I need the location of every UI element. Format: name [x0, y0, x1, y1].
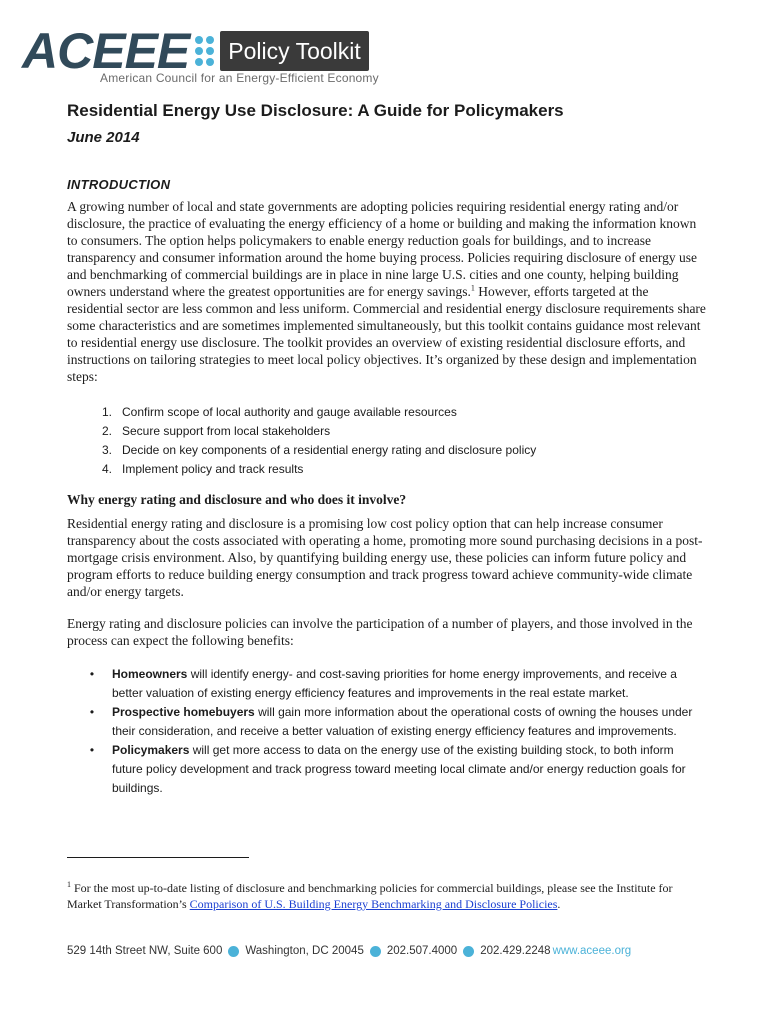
introduction-paragraph [67, 198, 707, 385]
logo-dots-icon [195, 36, 214, 66]
logo-wordmark: ACEEE [22, 23, 190, 79]
footer-phone: 202.507.4000 [386, 945, 458, 957]
benchmarking-comparison-link[interactable]: Comparison of U.S. Building Energy Benchmarking and Disclosure Policies [189, 897, 558, 911]
globe-icon [228, 946, 239, 957]
footer-city: Washington, DC 20045 [245, 945, 364, 957]
footer-website-link[interactable]: www.aceee.org [552, 945, 632, 957]
list-item: 3. Decide on key components of a residential energy rating and disclosure policy [101, 443, 537, 457]
policy-toolkit-label: Policy Toolkit [220, 31, 369, 71]
list-item: 1. Confirm scope of local authority and gauge available resources [101, 405, 457, 419]
footer-address: 529 14th Street NW, Suite 600 [67, 945, 223, 957]
bullet-icon: • [89, 667, 95, 681]
intro-text-part1: A growing number of local and state governments are adopting policies requiring residential energy rating and/or disclosure, the practice of evaluating the energy efficiency of a home or building and making the information known to consumers. The option helps policymakers to enable energy reduction goals for buildings, and to increase transparency and consumer information around the home buying process. Policies requiring disclosure of energy use and benchmarking of commercial buildings are in place in nine large U.S. cities and one county, helping building owners understand where the greatest opportunities are for energy savings. [67, 199, 697, 299]
intro-text-part2: However, efforts targeted at the residential sector are less common and less uniform. Commercial and residential energy disclosure requirements share some characteristics and are sometimes implemented simultaneously, but this toolkit contains guidance most relevant to residential energy use disclosure. The toolkit provides an overview of existing residential disclosure efforts, and instructions on tailoring strategies to meet local policy objectives. It’s organized by these design and implementation steps: [67, 284, 706, 384]
list-item: • Prospective homebuyers will gain more information about the operational costs of owning the houses under their consideration, and receive a better valuation of existing energy efficiency features and improvements. [67, 703, 707, 741]
benefits-list [67, 665, 707, 798]
bullet-icon: • [89, 743, 95, 757]
why-heading: Why energy rating and disclosure and who does it involve? [67, 492, 407, 507]
document-date: June 2014 [67, 129, 140, 146]
list-item: • Policymakers will get more access to data on the energy use of the existing building stock, to both inform future policy development and track progress toward meeting local climate and/or energy reduction goals for buildings. [67, 741, 707, 798]
footnote: $^1$ For the most up-to-date listing of disclosure and benchmarking policies for commercial buildings, please see the Institute for Market Transformation’s Comparison of U.S. Building Energy Benchmarking and Disclosure Policies. [67, 880, 673, 911]
footnote-ref[interactable]: 1 [470, 283, 475, 293]
footnote-mark: 1 [67, 880, 71, 889]
page-footer [67, 945, 747, 957]
players-paragraph: Energy rating and disclosure policies can involve the participation of a number of players, and those involved in the process can expect the following benefits: [67, 616, 693, 648]
list-item: • Homeowners will identify energy- and cost-saving priorities for home energy improvements, and receive a better valuation of existing energy efficiency features and improvements in the real estate market. [67, 665, 707, 703]
footnote-divider [67, 857, 249, 858]
phone-icon [370, 946, 381, 957]
introduction-heading: INTRODUCTION [67, 177, 171, 192]
implementation-steps-list [67, 403, 707, 479]
footer-fax: 202.429.2248 [480, 945, 551, 957]
document-title: Residential Energy Use Disclosure: A Guide for Policymakers [67, 101, 564, 120]
bullet-icon: • [89, 705, 95, 719]
organization-name: American Council for an Energy-Efficient Economy [100, 71, 379, 85]
list-item: 2. Secure support from local stakeholders [101, 424, 331, 438]
fax-icon [463, 946, 474, 957]
why-paragraph: Residential energy rating and disclosure is a promising low cost policy option that can help increase consumer transparency about the costs associated with operating a home, promoting more sound purchasing decisions in a post-mortgage crisis environment. Also, by quantifying building energy use, these policies can inform future policy and program efforts to reduce building energy consumption and track progress toward achieve community-wide climate and/or energy targets. [67, 516, 703, 599]
list-item: 4. Implement policy and track results [101, 462, 304, 476]
